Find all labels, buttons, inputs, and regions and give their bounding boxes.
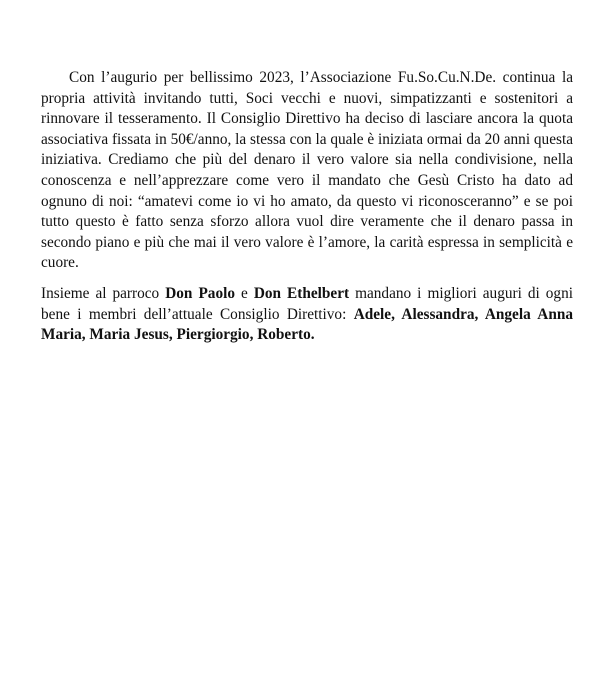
priest-name-paolo: Don Paolo — [165, 284, 235, 302]
council-intro-text: Insieme al parroco — [41, 284, 166, 302]
document-page — [41, 68, 573, 346]
paragraph-council — [41, 284, 573, 346]
priest-name-ethelbert: Don Ethelbert — [253, 284, 350, 302]
council-middle-text: mandano i migliori auguri di ogni bene i membri dell’attuale Consiglio Direttivo: — [41, 284, 573, 323]
council-members-list: Adele, Alessandra, Angela Anna Maria, Maria Jesus, Piergiorgio, Roberto. — [41, 305, 573, 344]
conjunction-text: e — [235, 284, 254, 302]
paragraph-greeting: Con l’augurio per bellissimo 2023, l’Associazione Fu.So.Cu.N.De. continua la propria attività invitando tutti, Soci vecchi e nuovi, simpatizzanti e sostenitori a rinnovare il tesseramento. Il Consiglio Direttivo ha deciso di lasciare ancora la quota associativa fissata in 50€/anno, la stessa con la quale è iniziata ormai da 20 anni questa iniziativa. Crediamo che più del denaro il vero valore sia nella condivisione, nella conoscenza e nell’apprezzare come vero il mandato che Gesù Cristo ha dato ad ognuno di noi: “amatevi come io vi ho amato, da questo vi riconosceranno” e se poi tutto questo è fatto senza sforzo allora vuol dire veramente che il denaro passa in secondo piano e più che mai il vero valore è l’amore, la carità espressa in semplicità e cuore. — [41, 69, 573, 272]
